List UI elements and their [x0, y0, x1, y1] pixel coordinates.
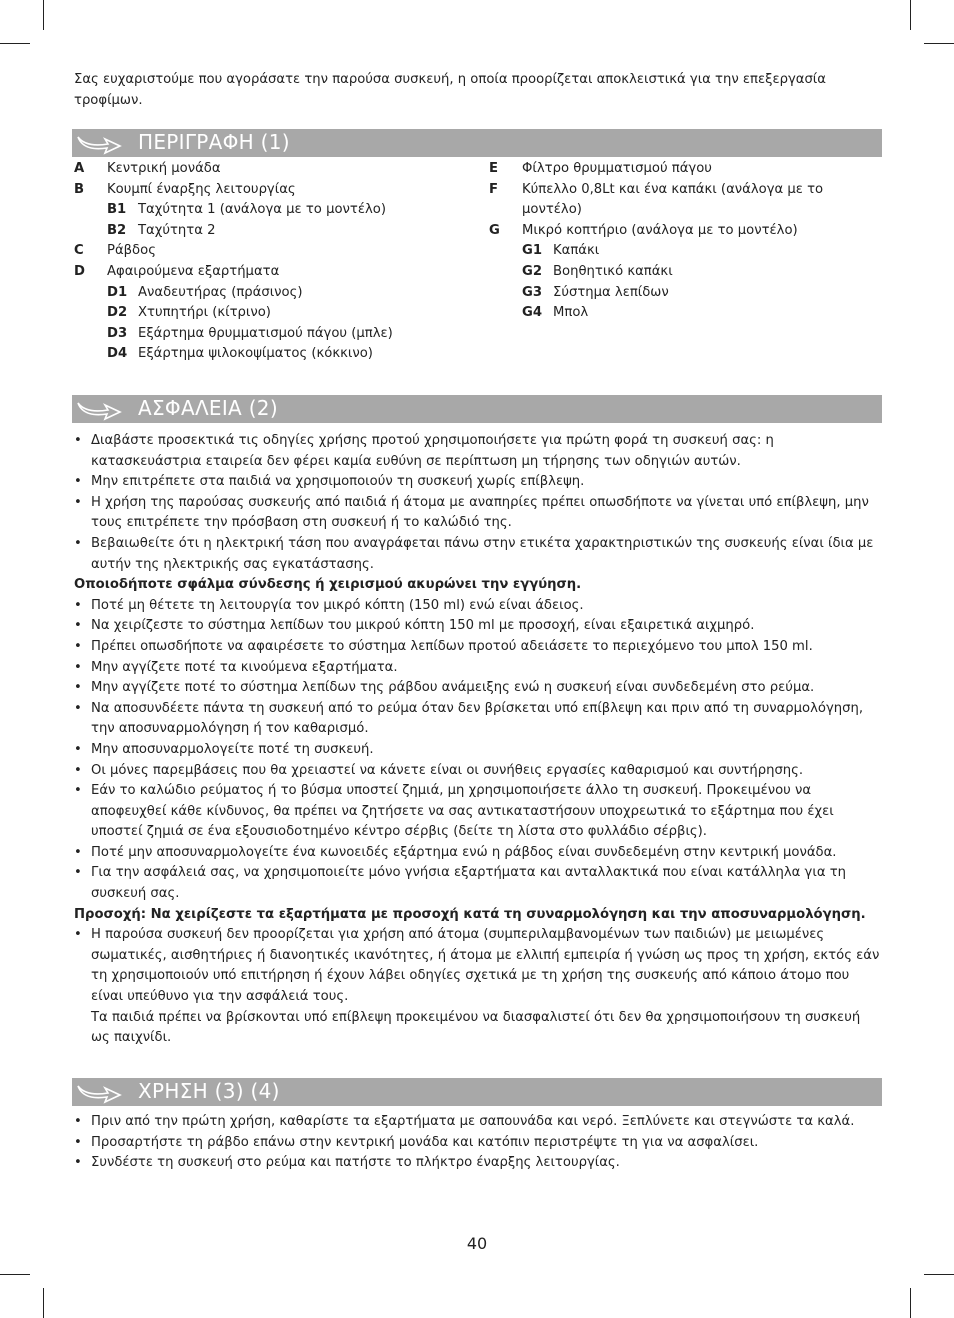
item-text: Αναδευτήρας (πράσινος): [138, 284, 303, 300]
list-item: [74, 1133, 882, 1154]
item-letter: F: [489, 181, 499, 197]
item-text: [91, 596, 882, 617]
list-item: [74, 431, 882, 472]
item-text: Αφαιρούμενα εξαρτήματα: [107, 263, 280, 279]
item-paragraph: Μην αποσυναρμολογείτε ποτέ τη συσκευή.: [91, 741, 374, 757]
crop-mark: [43, 0, 44, 30]
item-text: Καπάκι: [553, 243, 600, 259]
item-text: Συνδέστε τη συσκευή στο ρεύμα και πατήστε το πλήκτρο έναρξης λειτουργίας.: [91, 1155, 620, 1171]
item-text: Μικρό κοπτήριο (ανάλογα με το μοντέλο): [522, 222, 798, 238]
bullet: •: [74, 433, 82, 448]
item-text: Φίλτρο θρυμματισμού πάγου: [522, 161, 712, 176]
description-item: [489, 180, 829, 221]
bullet: •: [74, 783, 82, 799]
description-subitem: [489, 262, 829, 283]
warning-text: Οποιοδήποτε σφάλμα σύνδεσης ή χειρισμού ακυρώνει την εγγύηση.: [74, 577, 582, 593]
item-paragraph: Πρέπει οπωσδήποτε να αφαιρέσετε το σύστημα λεπίδων προτού αδειάσετε το περιεχόμενο του μπολ 150 ml.: [91, 638, 813, 654]
item-letter: B: [74, 181, 85, 197]
bullet: •: [74, 638, 82, 654]
list-item: [74, 863, 882, 904]
list-item: [74, 658, 882, 679]
list-item: [74, 596, 882, 617]
description-subitem: [74, 303, 474, 324]
item-text: [91, 658, 882, 679]
arrow-icon: [74, 1080, 124, 1104]
item-text: [91, 678, 882, 699]
item-text: [91, 925, 882, 1049]
crop-mark: [0, 43, 30, 44]
item-text: Εξάρτημα θρυμματισμού πάγου (μπλε): [138, 325, 393, 341]
item-code: D2: [107, 305, 128, 321]
bullet: •: [74, 680, 82, 696]
bullet: •: [74, 1134, 82, 1150]
crop-mark: [910, 0, 911, 30]
item-paragraph: Μην επιτρέπετε στα παιδιά να χρησιμοποιούν τη συσκευή χωρίς επίβλεψη.: [91, 474, 585, 490]
item-text: [91, 472, 882, 493]
crop-mark: [910, 1288, 911, 1318]
item-letter: G: [489, 222, 500, 238]
item-text: [91, 616, 882, 637]
description-subitem: [74, 221, 474, 242]
list-item: [74, 843, 882, 864]
section-title: ΑΣΦΑΛΕΙΑ (2): [138, 396, 278, 420]
description-subitem: [74, 344, 474, 365]
description-list-left: [74, 159, 474, 365]
crop-mark: [0, 1274, 30, 1275]
description-item: [74, 180, 474, 201]
item-text: [91, 493, 882, 534]
section-title: ΠΕΡΙΓΡΑΦΗ (1): [138, 130, 290, 154]
item-text: Βοηθητικό καπάκι: [553, 263, 673, 279]
section-header-description: [72, 129, 882, 157]
bullet: •: [74, 700, 82, 716]
item-text: [91, 863, 882, 904]
item-paragraph: Να αποσυνδέετε πάντα τη συσκευή από το ρεύμα όταν δεν βρίσκεται υπό επίβλεψη και πριν από τη συναρμολόγηση, την αποσυναρμολόγηση ή τον καθαρισμό.: [91, 700, 864, 737]
item-text: Κεντρική μονάδα: [107, 161, 221, 176]
list-item: [74, 925, 882, 1049]
bullet: •: [74, 927, 82, 943]
intro-text: Σας ευχαριστούμε που αγοράσατε την παρούσα συσκευή, η οποία προορίζεται αποκλειστικά για την επεξεργασία τροφίμων.: [74, 72, 826, 108]
section-title: ΧΡΗΣΗ (3) (4): [138, 1079, 280, 1103]
bullet: •: [74, 1114, 82, 1129]
list-item: [74, 761, 882, 782]
item-letter: E: [489, 161, 499, 176]
usage-list: [74, 1112, 882, 1174]
crop-mark: [924, 43, 954, 44]
item-text: Σύστημα λεπίδων: [553, 284, 669, 300]
item-text: Ταχύτητα 2: [138, 222, 216, 238]
bullet: •: [74, 844, 82, 860]
item-text: Πριν από την πρώτη χρήση, καθαρίστε τα εξαρτήματα με σαπουνάδα και νερό. Ξεπλύνετε και στεγνώστε τα καλά.: [91, 1114, 855, 1129]
item-code: G4: [522, 305, 543, 321]
item-code: G1: [522, 243, 543, 259]
item-text: Εξάρτημα ψιλοκοψίματος (κόκκινο): [138, 346, 373, 362]
item-code: G3: [522, 284, 543, 300]
item-paragraph: Οι μόνες παρεμβάσεις που θα χρειαστεί να κάνετε είναι οι συνήθεις εργασίες καθαρισμού και συντήρησης.: [91, 762, 804, 778]
item-text: Ταχύτητα 1 (ανάλογα με το μοντέλο): [138, 202, 386, 218]
description-subitem: [489, 303, 829, 324]
description-item: [489, 159, 829, 180]
arrow-icon: [74, 131, 124, 155]
list-item: [74, 1112, 882, 1133]
list-item: [74, 493, 882, 534]
list-item: [74, 637, 882, 658]
item-text: [91, 843, 882, 864]
item-text: Κύπελλο 0,8Lt και ένα καπάκι (ανάλογα με το μοντέλο): [522, 181, 824, 218]
bullet: •: [74, 741, 82, 757]
crop-mark: [43, 1288, 44, 1318]
item-paragraph: Για την ασφάλειά σας, να χρησιμοποιείτε μόνο γνήσια εξαρτήματα και ανταλλακτικά που είναι κατάλληλα για τη συσκευή σας.: [91, 865, 846, 902]
arrow-icon: [74, 397, 124, 421]
item-paragraph: Τα παιδιά πρέπει να βρίσκονται υπό επίβλεψη προκειμένου να διασφαλιστεί ότι δεν θα χρησιμοποιήσουν τη συσκευή ως παιχνίδι.: [91, 1009, 861, 1046]
bullet: •: [74, 659, 82, 675]
item-paragraph: Βεβαιωθείτε ότι η ηλεκτρική τάση που αναγράφεται πάνω στην ετικέτα χαρακτηριστικών της συσκευής είναι ίδια με αυτήν της ηλεκτρικής σας εγκατάστασης.: [91, 535, 874, 572]
item-code: B1: [107, 202, 127, 218]
list-item: [74, 534, 882, 575]
item-paragraph: Ποτέ μη θέτετε τη λειτουργία τον μικρό κόπτη (150 ml) ενώ είναι άδειος.: [91, 597, 584, 613]
item-text: [91, 431, 882, 472]
item-text: [91, 534, 882, 575]
list-item: [74, 781, 882, 843]
bullet: •: [74, 494, 82, 510]
item-paragraph: Ποτέ μην αποσυναρμολογείτε ένα κωνοειδές εξάρτημα ενώ η ράβδος είναι συνδεδεμένη στην κεντρική μονάδα.: [91, 844, 837, 860]
item-text: Ράβδος: [107, 243, 156, 259]
bullet: •: [74, 474, 82, 490]
item-code: D3: [107, 325, 128, 341]
item-code: D1: [107, 284, 128, 300]
bullet: •: [74, 1155, 82, 1171]
bullet: •: [74, 762, 82, 778]
description-subitem: [74, 200, 474, 221]
description-subitem: [489, 283, 829, 304]
list-item: [74, 472, 882, 493]
item-code: G2: [522, 263, 543, 279]
item-paragraph: Να χειρίζεστε το σύστημα λεπίδων του μικρού κόπτη 150 ml με προσοχή, είναι εξαιρετικά αιχμηρό.: [91, 618, 755, 634]
description-subitem: [489, 241, 829, 262]
page-number: 40: [466, 1234, 488, 1253]
description-item: [74, 241, 474, 262]
list-item: [74, 616, 882, 637]
bullet: •: [74, 865, 82, 881]
list-item: [74, 1153, 882, 1174]
item-text: [91, 761, 882, 782]
section-header-safety: [72, 395, 882, 423]
list-item: [74, 678, 882, 699]
list-item: [74, 699, 882, 740]
item-text: Κουμπί έναρξης λειτουργίας: [107, 181, 296, 197]
item-paragraph: Διαβάστε προσεκτικά τις οδηγίες χρήσης προτού χρησιμοποιήσετε για πρώτη φορά τη συσκευή σας: η κατασκευάστρια εταιρεία δεν φέρει καμία ευθύνη σε περίπτωση μη τήρησης των οδηγιών αυτών.: [91, 433, 774, 469]
item-code: B2: [107, 222, 127, 238]
description-item: [74, 159, 474, 180]
item-paragraph: Η χρήση της παρούσας συσκευής από παιδιά ή άτομα με αναπηρίες πρέπει οπωσδήποτε να γίνεται υπό επίβλεψη, μην τους επιτρέπετε την πρόσβαση στη συσκευή ή το καλώδιό της.: [91, 494, 869, 531]
description-subitem: [74, 283, 474, 304]
description-list-right: [489, 159, 829, 324]
item-code: D4: [107, 346, 128, 362]
item-text: Χτυπητήρι (κίτρινο): [138, 305, 271, 321]
item-paragraph: Εάν το καλώδιο ρεύματος ή το βύσμα υποστεί ζημιά, μη χρησιμοποιήσετε άλλο τη συσκευή. Προκειμένου να αποφευχθεί κάθε κίνδυνος, θα πρέπει να ζητήσετε να σας αντικαταστήσουν υποχρεωτικά το εξάρτημα που έχει υποστεί ζημιά σε ένα εξουσιοδοτημένο κέντρο σέρβις (δείτε τη λίστα στο φυλλάδιο σέρβις).: [91, 783, 834, 840]
section-header-usage: [72, 1078, 882, 1106]
item-paragraph: Μην αγγίζετε ποτέ τα κινούμενα εξαρτήματα.: [91, 659, 398, 675]
bullet: •: [74, 597, 82, 613]
item-paragraph: Μην αγγίζετε ποτέ το σύστημα λεπίδων της ράβδου ανάμειξης ενώ η συσκευή είναι συνδεδεμένη στο ρεύμα.: [91, 680, 815, 696]
description-item: [489, 221, 829, 242]
bullet: •: [74, 618, 82, 634]
item-text: [91, 637, 882, 658]
description-subitem: [74, 324, 474, 345]
item-text: [91, 781, 882, 843]
item-text: Μπολ: [553, 305, 589, 321]
safety-list: [74, 431, 882, 1049]
warning-text: Προσοχή: Να χειρίζεστε τα εξαρτήματα με προσοχή κατά τη συναρμολόγηση και την αποσυναρμολόγηση.: [74, 906, 866, 922]
item-text: Προσαρτήστε τη ράβδο επάνω στην κεντρική μονάδα και κατόπιν περιστρέψτε τη για να ασφαλίσει.: [91, 1134, 759, 1150]
bullet: •: [74, 535, 82, 551]
item-text: [91, 699, 882, 740]
crop-mark: [924, 1274, 954, 1275]
item-letter: C: [74, 243, 84, 259]
item-paragraph: Η παρούσα συσκευή δεν προορίζεται για χρήση από άτομα (συμπεριλαμβανομένων των παιδιών) με μειωμένες σωματικές, αισθητήριες ή διανοητικές ικανότητες, ή άτομα με ελλιπή εμπειρία ή γνώση ως προς τη χρήση, εκτός εάν τη χρησιμοποιούν υπό επιτήρηση ή έχουν λάβει οδηγίες σχετικά με τη χρήση της συσκευής από κάποιο άτομο που είναι υπεύθυνο για την ασφάλειά τους.: [91, 927, 880, 1005]
item-letter: D: [74, 263, 85, 279]
item-letter: A: [74, 161, 85, 176]
description-item: [74, 262, 474, 283]
item-text: [91, 740, 882, 761]
list-item: [74, 740, 882, 761]
